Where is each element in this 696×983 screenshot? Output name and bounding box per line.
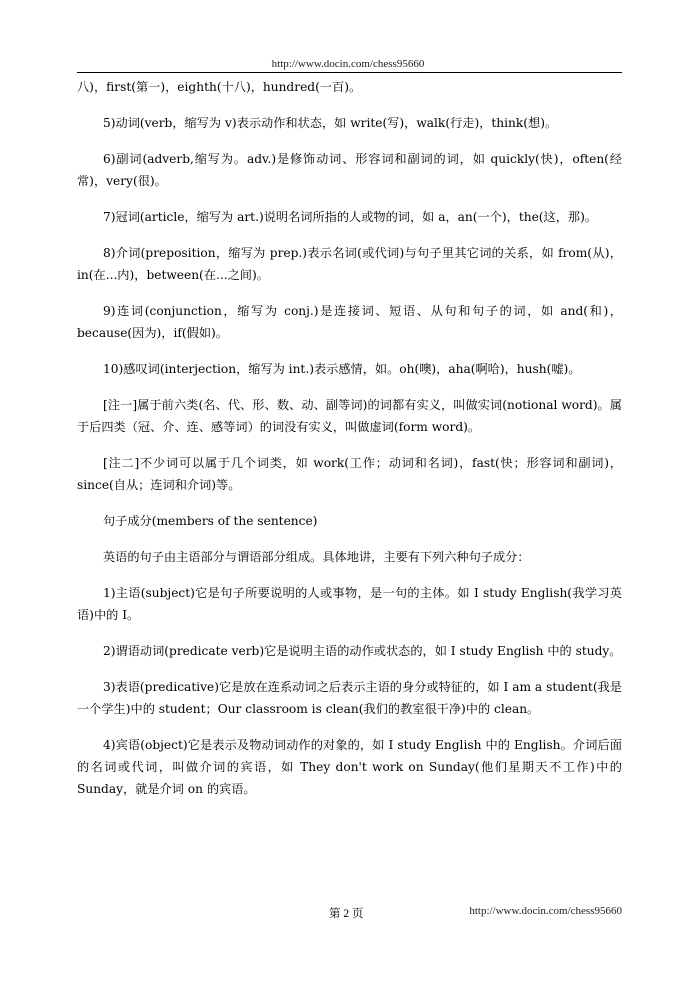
paragraph-preposition: 8)介词(preposition，缩写为 prep.)表示名词(或代词)与句子里其它词的关系，如 from(从)，in(在...内)，between(在...之间)。 [77,246,622,282]
paragraph-predicative: 3)表语(predicative)它是放在连系动词之后表示主语的身分或特征的，如 I am a student(我是一个学生)中的 student；Our classroom is clean(我们的教室很干净)中的 clean。 [77,680,622,716]
header-divider [77,72,622,73]
paragraph-adverb: 6)副词(adverb,缩写为。adv.)是修饰动词、形容词和副词的词，如 quickly(快)，often(经常)，very(很)。 [77,152,622,188]
footer-url[interactable]: http://www.docin.com/chess95660 [469,905,622,917]
header-url[interactable]: http://www.docin.com/chess95660 [271,58,425,70]
paragraph-interjection: 10)感叹词(interjection，缩写为 int.)表示感情，如。oh(噢)，aha(啊哈)，hush(嘘)。 [103,362,581,376]
page-footer [77,905,622,921]
document-body [77,76,622,814]
paragraph-continuation: 八)，first(第一)，eighth(十八)，hundred(一百)。 [77,80,362,94]
paragraph-sentence-intro: 英语的句子由主语部分与谓语部分组成。具体地讲，主要有下列六种句子成分： [103,550,530,564]
paragraph-subject: 1)主语(subject)它是句子所要说明的人或事物，是一句的主体。如 I study English(我学习英语)中的 I。 [77,586,622,622]
paragraph-note-1: [注一]属于前六类(名、代、形、数、动、副等词)的词都有实义，叫做实词(notional word)。属于后四类（冠、介、连、感等词）的词没有实义，叫做虚词(form word)。 [77,398,622,434]
section-heading: 句子成分(members of the sentence) [103,514,318,528]
page-number: 第 2 页 [329,908,364,920]
paragraph-note-2: [注二]不少词可以属于几个词类，如 work(工作；动词和名词)，fast(快；形容词和副词)，since(自从；连词和介词)等。 [77,456,622,492]
paragraph-predicate-verb: 2)谓语动词(predicate verb)它是说明主语的动作或状态的，如 I study English 中的 study。 [103,644,622,658]
paragraph-verb: 5)动词(verb，缩写为 v)表示动作和状态，如 write(写)，walk(行走)，think(想)。 [103,116,558,130]
paragraph-object: 4)宾语(object)它是表示及物动词动作的对象的，如 I study English 中的 English。介词后面的名词或代词，叫做介词的宾语，如 They don't work on Sunday(他们星期天不工作)中的 Sunday，就是介词 on 的宾语。 [77,738,622,796]
paragraph-conjunction: 9)连词(conjunction，缩写为 conj.)是连接词、短语、从句和句子的词，如 and(和)，because(因为)，if(假如)。 [77,304,622,340]
paragraph-article: 7)冠词(article，缩写为 art.)说明名词所指的人或物的词，如 a，an(一个)，the(这，那)。 [103,210,598,224]
